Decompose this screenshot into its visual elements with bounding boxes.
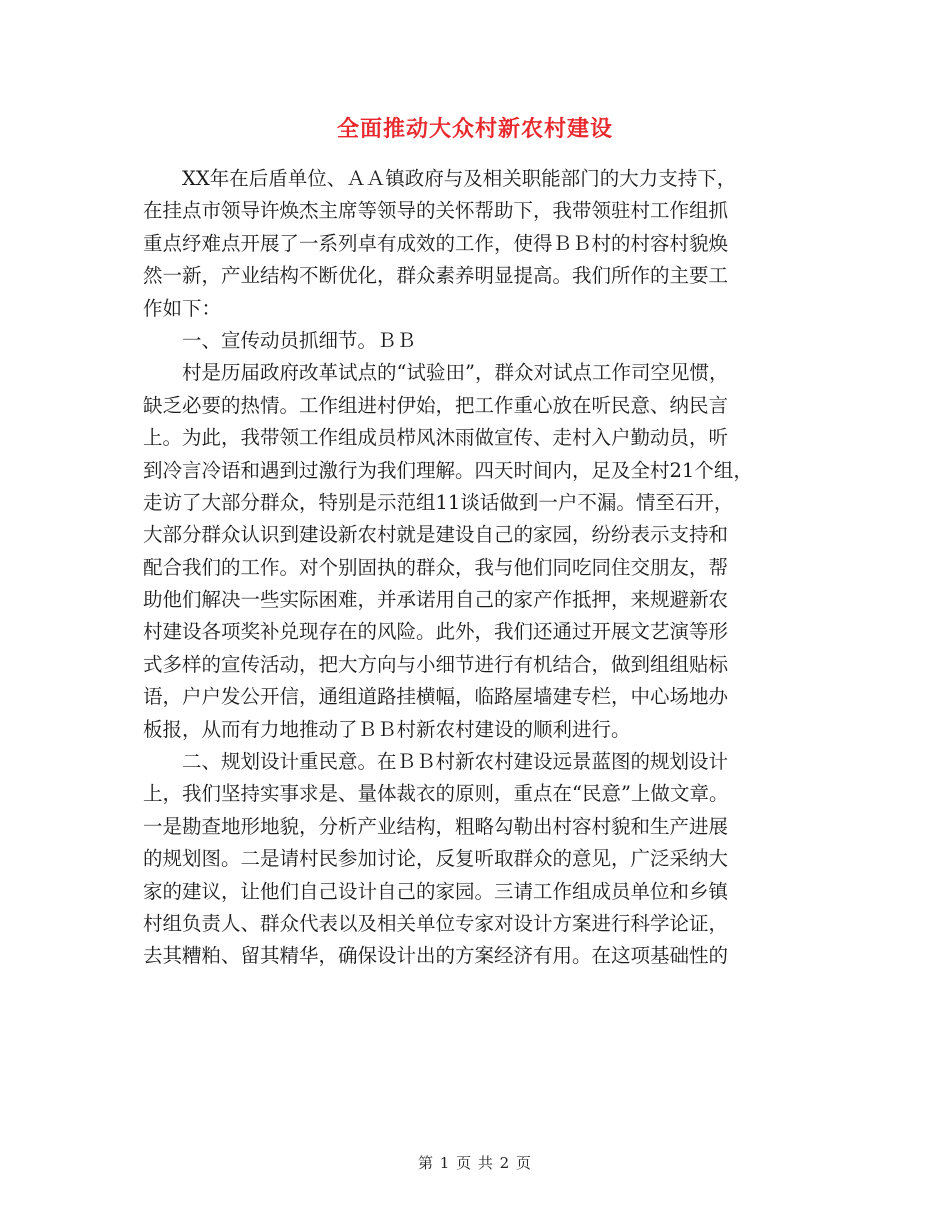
body-line: 重点纾难点开展了一系列卓有成效的工作，使得ＢＢ村的村容村貌焕 (143, 231, 729, 255)
body-line: 大部分群众认识到建设新农村就是建设自己的家园，纷纷表示支持和 (143, 523, 729, 547)
body-line: 式多样的宣传活动，把大方向与小细节进行有机结合，做到组组贴标 (143, 652, 729, 676)
body-line: XX年在后盾单位、ＡＡ镇政府与及相关职能部门的大力支持下， (182, 167, 737, 190)
body-line: 的规划图。二是请村民参加讨论，反复听取群众的意见，广泛采纳大 (143, 847, 729, 871)
body-line: 上，我们坚持实事求是、量体裁衣的原则，重点在“民意”上做文章。 (143, 782, 729, 806)
page-footer: 第 1 页 共 2 页 (418, 1154, 532, 1172)
body-line: 上。为此，我带领工作组成员栉风沐雨做宣传、走村入户勤动员，听 (143, 426, 729, 450)
body-line: 作如下： (143, 296, 222, 320)
body-line: 到冷言冷语和遇到过激行为我们理解。四天时间内，足及全村21个组， (143, 458, 753, 482)
body-line: 缺乏必要的热情。工作组进村伊始，把工作重心放在听民意、纳民言 (143, 393, 729, 417)
body-line: 配合我们的工作。对个别固执的群众，我与他们同吃同住交朋友，帮 (143, 555, 729, 579)
document-title: 全面推动大众村新农村建设 (336, 116, 613, 142)
body-line: 走访了大部分群众，特别是示范组11谈话做到一户不漏。情至石开， (143, 490, 734, 514)
body-line: 村组负责人、群众代表以及相关单位专家对设计方案进行科学论证， (143, 911, 729, 935)
body-line: 一是勘查地形地貌，分析产业结构，粗略勾勒出村容村貌和生产进展 (143, 814, 729, 838)
body-line: 然一新，产业结构不断优化，群众素养明显提高。我们所作的主要工 (143, 264, 729, 288)
document-body (143, 163, 809, 973)
body-line: 一、宣传动员抓细节。ＢＢ (182, 328, 417, 352)
body-line: 助他们解决一些实际困难，并承诺用自己的家产作抵押，来规避新农 (143, 588, 729, 612)
body-line: 去其糟粕、留其精华，确保设计出的方案经济有用。在这项基础性的 (143, 944, 729, 968)
body-line: 在挂点市领导许焕杰主席等领导的关怀帮助下，我带领驻村工作组抓 (143, 199, 729, 223)
body-line: 村建设各项奖补兑现存在的风险。此外，我们还通过开展文艺演等形 (143, 620, 729, 644)
body-line: 家的建议，让他们自己设计自己的家园。三请工作组成员单位和乡镇 (143, 879, 729, 903)
body-line: 二、规划设计重民意。在ＢＢ村新农村建设远景蓝图的规划设计 (182, 750, 729, 774)
body-line: 村是历届政府改革试点的“试验田”，群众对试点工作司空见惯， (182, 361, 729, 385)
body-line: 语，户户发公开信，通组道路挂横幅，临路屋墙建专栏，中心场地办 (143, 685, 729, 709)
body-line: 板报，从而有力地推动了ＢＢ村新农村建设的顺利进行。 (143, 717, 631, 741)
